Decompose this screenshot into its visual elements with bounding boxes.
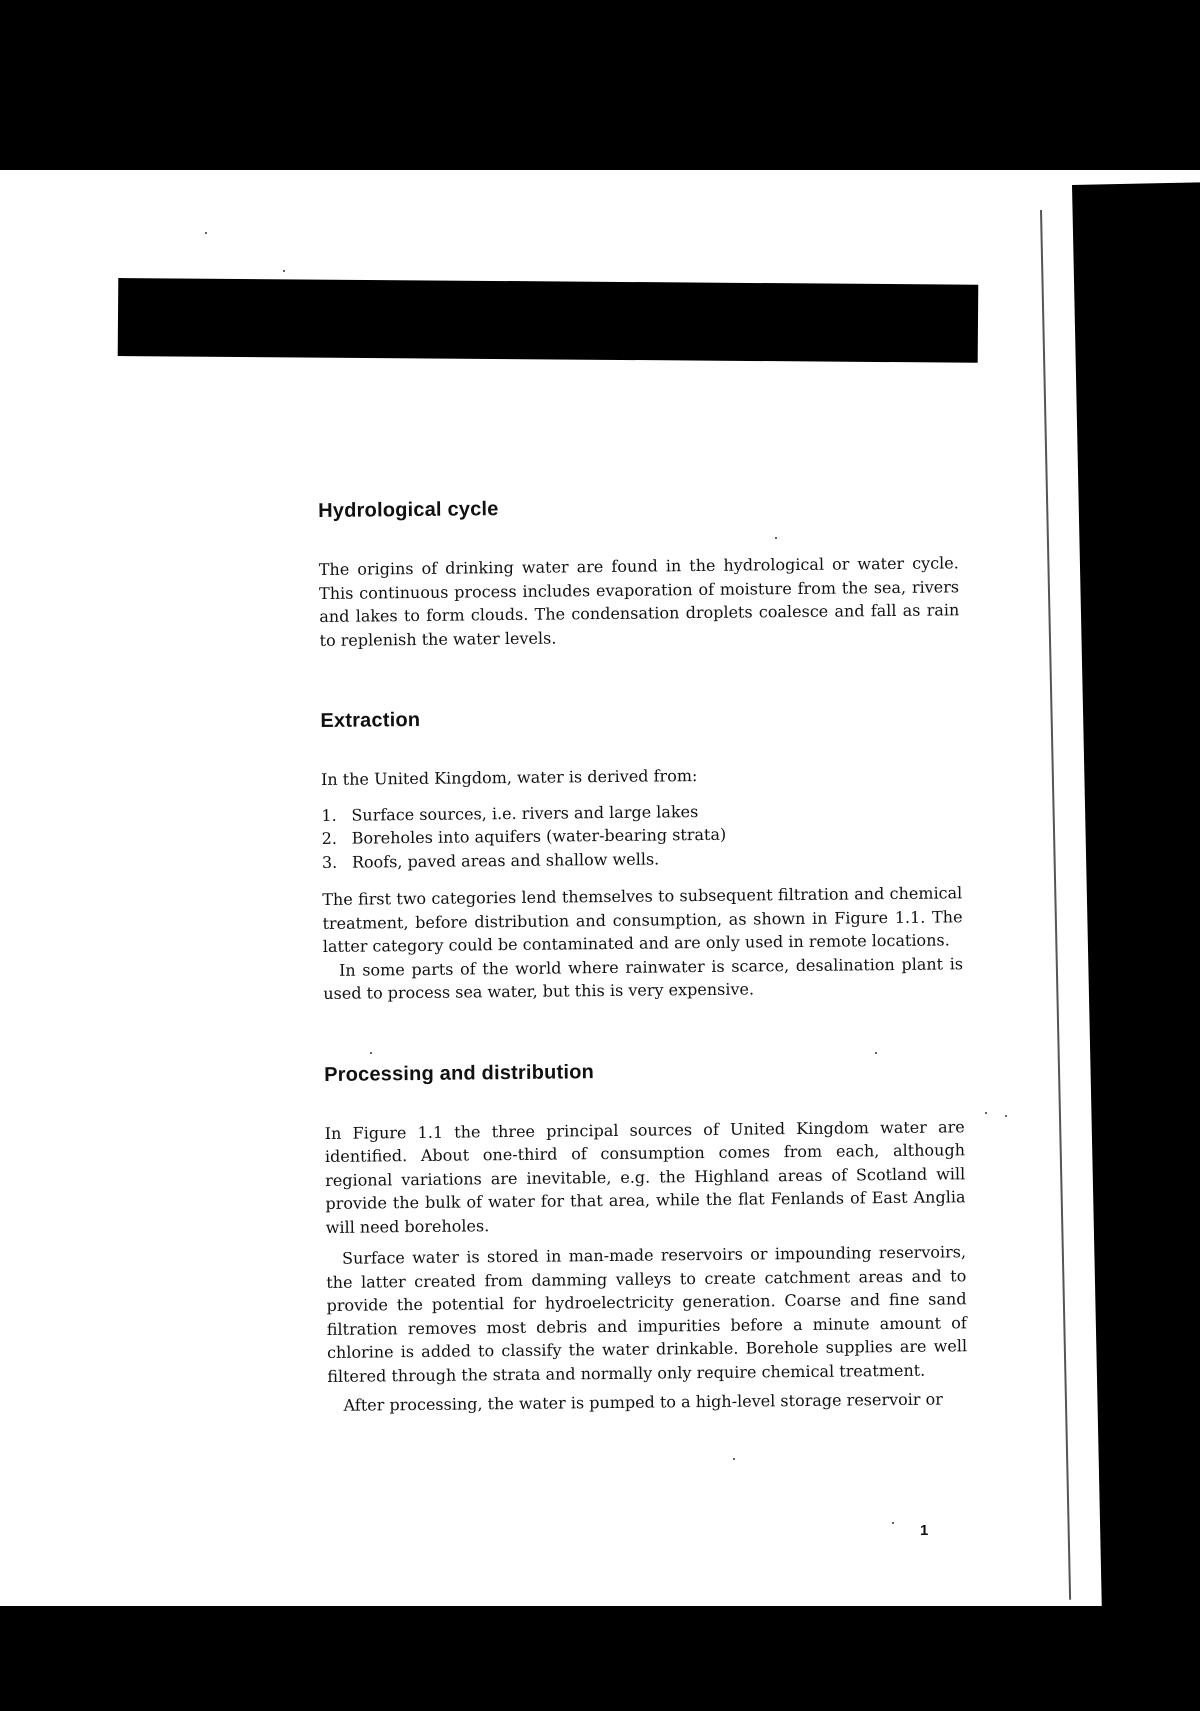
paragraph: The origins of drinking water are found in the hydrological or water cycle. This continuous process includes evaporation of moisture from the sea, rivers and lakes to form clouds. The condensation droplets coalesce and fall as rain to replenish the water levels.: [318, 553, 960, 650]
scan-speck: [1005, 1115, 1007, 1117]
list-number: 3.: [321, 852, 338, 872]
paragraph: In some parts of the world where rainwater is scarce, desalination plant is used to process sea water, but this is very expensive.: [323, 953, 964, 1003]
heading-hydrological-cycle: Hydrological cycle: [318, 498, 499, 522]
water-source-list: [321, 797, 962, 874]
scan-speck: [892, 1522, 894, 1524]
paragraph: Surface water is stored in man-made reservoirs or impounding reservoirs, the latter created from damming valleys to create catchment areas and to provide the potential for hydroelectricity generation. Coarse and fine sand filtration removes most debris and impurities before a minute amount of chlorine is added to classify the water drinkable. Borehole supplies are well filtered through the strata and normally only require chemical treatment.: [326, 1242, 968, 1386]
page-text: [318, 483, 968, 1417]
chapter-header-bar: [118, 278, 979, 363]
scan-border-bottom: [0, 1606, 1200, 1711]
scan-speck: [733, 1458, 735, 1460]
paragraph: After processing, the water is pumped to a high-level storage reservoir or: [343, 1389, 943, 1415]
scan-border-top: [0, 0, 1200, 170]
scan-speck: [205, 232, 207, 234]
scan-border-right: [1072, 182, 1200, 1644]
list-number: 1.: [321, 805, 337, 825]
list-text: Roofs, paved areas and shallow wells.: [351, 848, 660, 872]
paragraph: The first two categories lend themselves to subsequent filtration and chemical treatment, before distribution and consumption, as shown in Figure 1.1. The latter category could be contaminated and are only used in remote locations.: [322, 883, 963, 956]
scan-speck: [985, 1112, 987, 1114]
page-edge: [1040, 210, 1071, 1600]
list-number: 2.: [321, 828, 338, 848]
list-text: Boreholes into aquifers (water-bearing strata): [351, 824, 727, 848]
heading-extraction: Extraction: [320, 708, 421, 732]
paragraph: In the United Kingdom, water is derived from:: [320, 766, 698, 789]
heading-processing-and-distribution: Processing and distribution: [324, 1060, 595, 1086]
list-text: Surface sources, i.e. rivers and large lakes: [351, 801, 699, 825]
scan-speck: [283, 270, 285, 272]
paragraph: In Figure 1.1 the three principal sources of United Kingdom water are identified. About one-third of consumption comes from each, although regional variations are inevitable, e.g. the Highland areas of Scotland will provide the bulk of water for that area, while the flat Fenlands of East Anglia will need boreholes.: [324, 1116, 966, 1237]
page-number: 1: [920, 1522, 929, 1539]
